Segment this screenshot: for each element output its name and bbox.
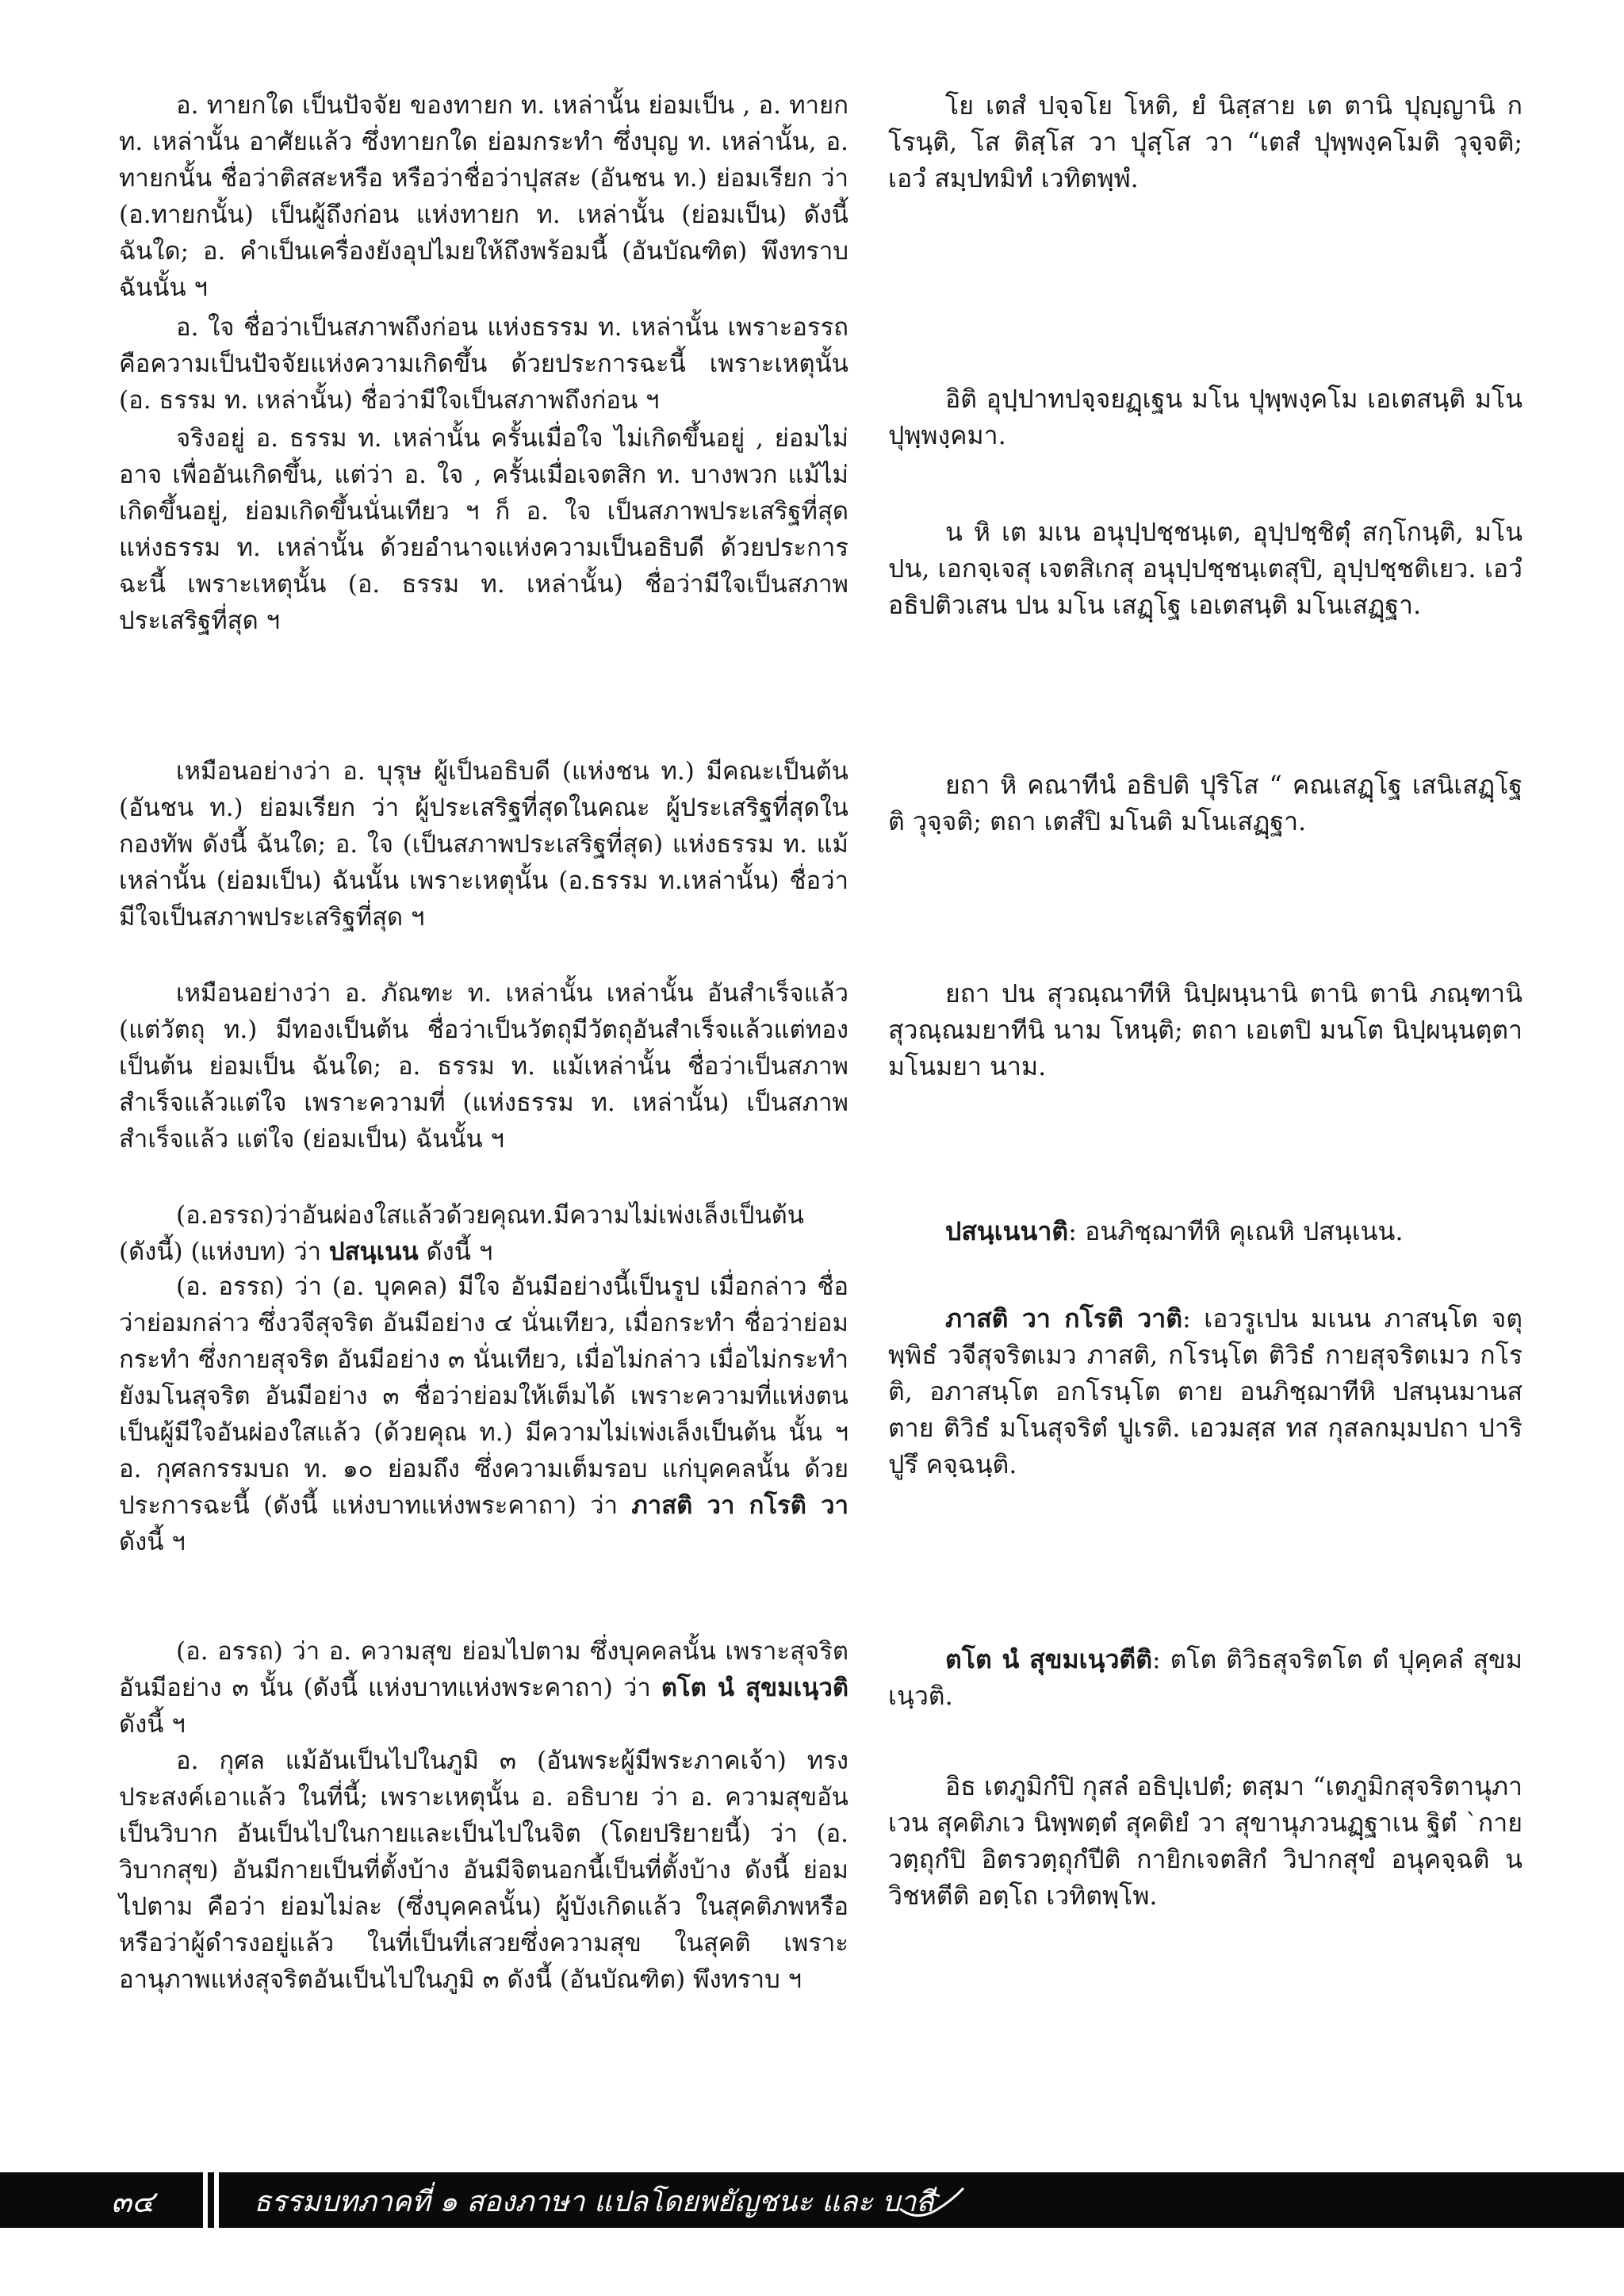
right-para-7: ภาสติ วา กโรติ วาติ: เอวรูเปน มเนน ภาสนฺโต จตุพฺพิธํ วจีสุจริตเมว ภาสติ, กโรนฺโต ติวิธํ กายสุจริตเมว กโรติ, อภาสนฺโต อกโรนฺโต ตาย อนภิชฺฌาทีหิ ปสนฺนมานสตาย ติวิธํ มโนสุจริตํ ปูเรติ. เอวมสฺส ทส กุสลกมฺมปถา ปาริปูรึ คจฺฉนฺติ. — [888, 1303, 1523, 1479]
left-para-6: (อ.อรรถ)ว่าอันผ่องใสแล้วด้วยคุณท.มีความไม่เพ่งเล็งเป็นต้น (ดังนี้) (แห่งบท) ว่า ปสนฺเนน ดังนี้ ฯ — [119, 1201, 804, 1266]
book-title: ธรรมบทภาคที่ ๑ สองภาษา แปลโดยพยัญชนะ และ บาลี — [254, 2186, 934, 2218]
right-para-3: น หิ เต มเน อนุปฺปชฺชนฺเต, อุปฺปชฺชิตุํ สกฺโกนฺติ, มโน ปน, เอกจฺเจสุ เจตสิเกสุ อนุปฺปชฺชนฺเตสุปิ, อุปฺปชฺชติเยว. เอวํ อธิปติวเสน ปน มโน เสฏฺโฐ เอเตสนฺติ มโนเสฏฺฐา. — [888, 517, 1522, 620]
left-para-3: จริงอยู่ อ. ธรรม ท. เหล่านั้น ครั้นเมื่อใจ ไม่เกิดขึ้นอยู่ , ย่อมไม่อาจ เพื่ออันเกิดขึ้น, แต่ว่า อ. ใจ , ครั้นเมื่อเจตสิก ท. บางพวก แม้ไม่เกิดขึ้นอยู่, ย่อมเกิดขึ้นนั่นเทียว ฯ ก็ อ. ใจ เป็นสภาพประเสริฐที่สุด แห่งธรรม ท. เหล่านั้น ด้วยอำนาจแห่งความเป็นอธิบดี ด้วยประการฉะนี้ เพราะเหตุนั้น (อ. ธรรม ท. เหล่านั้น) ชื่อว่ามีใจเป็นสภาพประเสริฐที่สุด ฯ — [119, 424, 848, 635]
left-para-9: อ. กุศล แม้อันเป็นไปในภูมิ ๓ (อันพระผู้มีพระภาคเจ้า) ทรงประสงค์เอาแล้ว ในที่นี้; เพราะเหตุนั้น อ. อธิบาย ว่า อ. ความสุขอันเป็นวิบาก อันเป็นไปในกายและเป็นไปในจิต (โดยปริยายนี้) ว่า (อ. วิบากสุข) อันมีกายเป็นที่ตั้งบ้าง อันมีจิตนอกนี้เป็นที่ตั้งบ้าง ดังนี้ ย่อมไปตาม คือว่า ย่อมไม่ละ (ซึ่งบุคคลนั้น) ผู้บังเกิดแล้ว ในสุคติภพหรือ หรือว่าผู้ดำรงอยู่แล้ว ในที่เป็นที่เสวยซึ่งความสุข ในสุคติ เพราะอานุภาพแห่งสุจริตอันเป็นไปในภูมิ ๓ ดังนี้ (อันบัณฑิต) พึงทราบ ฯ — [119, 1747, 848, 1994]
right-para-4: ยถา หิ คณาทีนํ อธิปติ ปุริโส “ คณเสฏฺโฐ เสนิเสฏฺโฐติ วุจฺจติ; ตถา เตสํปิ มโนติ มโนเสฏฺฐา. — [888, 770, 1522, 836]
right-para-6: ปสนฺเนนาติ: อนภิชฺฌาทีหิ คุเณหิ ปสนฺเนน. — [945, 1216, 1404, 1246]
left-para-4: เหมือนอย่างว่า อ. บุรุษ ผู้เป็นอธิบดี (แห่งชน ท.) มีคณะเป็นต้น (อันชน ท.) ย่อมเรียก ว่า ผู้ประเสริฐที่สุดในคณะ ผู้ประเสริฐที่สุดในกองทัพ ดังนี้ ฉันใด; อ. ใจ (เป็นสภาพประเสริฐที่สุด) แห่งธรรม ท. แม้เหล่านั้น (ย่อมเป็น) ฉันนั้น เพราะเหตุนั้น (อ.ธรรม ท.เหล่านั้น) ชื่อว่ามีใจเป็นสภาพประเสริฐที่สุด ฯ — [119, 757, 848, 932]
left-para-8: (อ. อรรถ) ว่า อ. ความสุข ย่อมไปตาม ซึ่งบุคคลนั้น เพราะสุจริตอันมีอย่าง ๓ นั้น (ดังนี้ แห่งบาทแห่งพระคาถา) ว่า ตโต นํ สุขมเนฺวติ ดังนี้ ฯ — [119, 1637, 848, 1739]
page-footer — [0, 2172, 1624, 2236]
left-para-5: เหมือนอย่างว่า อ. ภัณฑะ ท. เหล่านั้น เหล่านั้น อันสำเร็จแล้ว (แต่วัตถุ ท.) มีทองเป็นต้น ชื่อว่าเป็นวัตถุมีวัตถุอันสำเร็จแล้วแต่ทองเป็นต้น ย่อมเป็น ฉันใด; อ. ธรรม ท. แม้เหล่านั้น ชื่อว่าเป็นสภาพสำเร็จแล้วแต่ใจ เพราะความที่ (แห่งธรรม ท. เหล่านั้น) เป็นสภาพสำเร็จแล้ว แต่ใจ (ย่อมเป็น) ฉันนั้น ฯ — [119, 979, 848, 1154]
right-para-8: ตโต นํ สุขมเนฺวตีติ: ตโต ติวิธสุจริตโต ตํ ปุคฺคลํ สุขมเนฺวติ. — [888, 1644, 1523, 1711]
left-para-1: อ. ทายกใด เป็นปัจจัย ของทายก ท. เหล่านั้น ย่อมเป็น , อ. ทายก ท. เหล่านั้น อาศัยแล้ว ซึ่งทายกใด ย่อมกระทำ ซึ่งบุญ ท. เหล่านั้น, อ. ทายกนั้น ชื่อว่าติสสะหรือ หรือว่าชื่อว่าปุสสะ (อันชน ท.) ย่อมเรียก ว่า (อ.ทายกนั้น) เป็นผู้ถึงก่อน แห่งทายก ท. เหล่านั้น (ย่อมเป็น) ดังนี้ ฉันใด; อ. คำเป็นเครื่องยังอุปไมยให้ถึงพร้อมนี้ (อันบัณฑิต) พึงทราบฉันนั้น ฯ — [119, 91, 848, 302]
left-para-2: อ. ใจ ชื่อว่าเป็นสภาพถึงก่อน แห่งธรรม ท. เหล่านั้น เพราะอรรถคือความเป็นปัจจัยแห่งความเกิดขึ้น ด้วยประการฉะนี้ เพราะเหตุนั้น (อ. ธรรม ท. เหล่านั้น) ชื่อว่ามีใจเป็นสภาพถึงก่อน ฯ — [119, 313, 848, 415]
footer-separator — [208, 2172, 214, 2228]
right-para-1: โย เตสํ ปจฺจโย โหติ, ยํ นิสฺสาย เต ตานิ ปุญฺญานิ กโรนฺติ, โส ติสฺโส วา ปุสฺโส วา “เตสํ ปุพฺพงฺคโมติ วุจฺจติ; เอวํ สมฺปทมิทํ เวทิตพฺพํ. — [888, 90, 1522, 193]
footer-bar-left — [0, 2172, 203, 2228]
right-para-9: อิธ เตภูมิกํปิ กุสลํ อธิปฺเปตํ; ตสฺมา “เตภูมิกสุจริตานุภาเวน สุคติภเว นิพฺพตฺตํ สุคติยํ วา สุขานุภวนฏฺฐาเน ฐิตํ `กายวตฺถุกํปิ อิตรวตฺถุกํปีติ กายิกเจตสิกํ วิปากสุขํ อนุคจฺฉติ น วิชหตีติ อตฺโถ เวทิตพฺโพ. — [888, 1771, 1522, 1911]
left-para-7: (อ. อรรถ) ว่า (อ. บุคคล) มีใจ อันมีอย่างนี้เป็นรูป เมื่อกล่าว ชื่อว่าย่อมกล่าว ซึ่งวจีสุจริต อันมีอย่าง ๔ นั่นเทียว, เมื่อกระทำ ชื่อว่าย่อมกระทำ ซึ่งกายสุจริต อันมีอย่าง ๓ นั่นเทียว, เมื่อไม่กล่าว เมื่อไม่กระทำ ยังมโนสุจริต อันมีอย่าง ๓ ชื่อว่าย่อมให้เต็มได้ เพราะความที่แห่งตนเป็นผู้มีใจอันผ่องใสแล้ว (ด้วยคุณ ท.) มีความไม่เพ่งเล็งเป็นต้น นั้น ฯ อ. กุศลกรรมบถ ท. ๑๐ ย่อมถึง ซึ่งความเต็มรอบ แก่บุคคลนั้น ด้วยประการฉะนี้ (ดังนี้ แห่งบาทแห่งพระคาถา) ว่า ภาสติ วา กโรติ วา ดังนี้ ฯ — [119, 1272, 848, 1556]
right-para-5: ยถา ปน สุวณฺณาทีหิ นิปฺผนฺนานิ ตานิ ตานิ ภณฺฑานิ สุวณฺณมยาทีนิ นาม โหนฺติ; ตถา เอเตปิ มนโต นิปฺผนฺนตฺตา มโนมยา นาม. — [888, 978, 1522, 1081]
ornament-icon — [896, 2185, 967, 2221]
right-para-2: อิติ อุปฺปาทปจฺจยฏฺเฐน มโน ปุพฺพงฺคโม เอเตสนฺติ มโนปุพฺพงฺคมา. — [888, 384, 1522, 450]
page-number: ๓๔ — [111, 2184, 155, 2219]
